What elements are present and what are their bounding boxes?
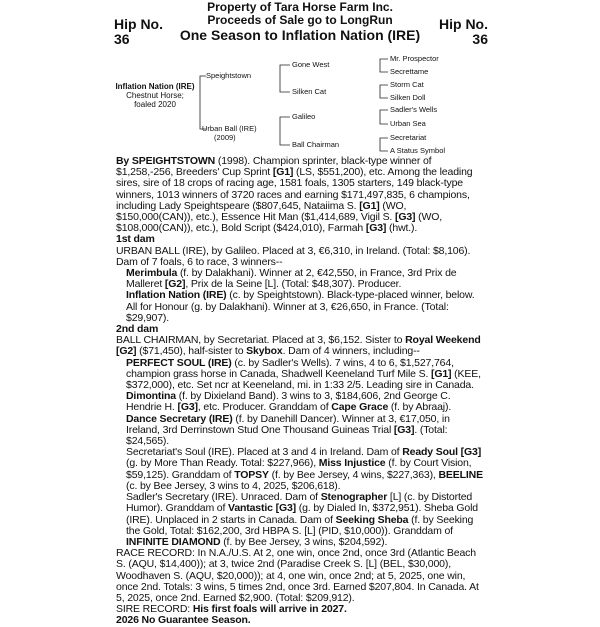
horse-foaled: foaled 2020: [134, 100, 176, 109]
produce-text: (c. by Speightstown). Black-type-placed winner, below. All for Honour (g. by Dalakhani). Winner at 3, €26,650, in France. (Total: $29,907).: [126, 289, 475, 324]
produce-dance-secretary: [116, 414, 486, 448]
grade-badge: [G2]: [164, 278, 186, 291]
produce-text: (f. by Court Vision, $59,125). Granddam of: [126, 457, 472, 481]
horse-ref: Skybox: [246, 345, 283, 358]
horse-ref: Vantastic: [228, 502, 273, 515]
sire-text: (1998). Champion sprinter, black-type winner of $1,258,-256, Breeders' Cup Sprint: [116, 155, 432, 179]
pedigree-dam-year: (2009): [214, 133, 236, 142]
grade-badge: [G3]: [460, 446, 482, 459]
pedigree-gs2: Silken Cat: [292, 87, 327, 96]
produce-text: (g. by Dialed In, $372,951). Sheba Gold (IRE). Unplaced in 2 starts in Canada. Dam of: [126, 502, 478, 526]
first-dam-heading: 1st dam: [116, 233, 155, 246]
produce-text: (f. by Danehill Dancer). Winner at 3, €17,050, in Ireland, 3rd Derrinstown Stud One Thousand Guineas Trial: [126, 412, 450, 436]
hip-label: Hip No.: [114, 16, 163, 32]
produce-text: , Prix de la Seine [L]. (Total: $48,307). Producer.: [185, 278, 402, 291]
produce-name: Dimontina: [126, 390, 176, 403]
pedigree-line: [200, 89, 206, 129]
sire-record-value: His first foals will arrive in 2027.: [192, 603, 347, 616]
horse-ref: Seeking Sheba: [335, 513, 409, 526]
second-dam-heading: 2nd dam: [116, 323, 159, 336]
sire-record: [116, 604, 486, 615]
consignor-block: [160, 1, 440, 43]
pedigree-gs3: Galileo: [292, 112, 316, 121]
pedigree-line: [380, 110, 388, 124]
pedigree-ggs3: Storm Cat: [390, 80, 424, 89]
produce-text: (KEE, $372,000), etc. Set ncr at Keeneland, mi. in 1:33 2/5. Leading sire in Canada.: [126, 367, 481, 392]
produce-merimbula: [116, 268, 486, 290]
horse-ref: Stenographer: [320, 491, 388, 504]
pedigree-ggs4: Silken Doll: [390, 93, 426, 102]
grade-badge: [G2]: [116, 345, 137, 358]
pedigree-gs4: Ball Chairman: [292, 140, 340, 149]
produce-text: (f. by Dixieland Band). 3 wins to 3, $184,606, 2nd George C. Hendrie H.: [126, 390, 451, 414]
pedigree-ggs2: Secrettame: [390, 67, 429, 76]
produce-text: , etc. Producer. Granddam of: [197, 401, 332, 414]
horse-ref: INFINITE DIAMOND: [126, 535, 221, 548]
pedigree-gs1: Gone West: [292, 60, 330, 69]
second-dam-text: ($71,450), half-sister to: [136, 345, 247, 358]
produce-text: (f. by Seeking the Gold, Total: $162,200, 3rd HBPA S. [L] (PID, $10,000)). Granddam of: [126, 513, 474, 537]
horse-ref: Miss Injustice: [318, 457, 386, 470]
produce-text: . (Total: $24,565).: [126, 423, 448, 448]
consignor-line-2: Proceeds of Sale go to LongRun: [207, 13, 393, 27]
produce-text: [L] (c. by Distorted Humor). Granddam of: [126, 491, 473, 515]
sire-record-label: SIRE RECORD:: [116, 603, 193, 616]
produce-text: Secretariat's Soul (IRE). Placed at 3 and 4 in Ireland. Dam of: [126, 446, 403, 459]
sire-paragraph: [116, 156, 486, 234]
produce-dimontina: [116, 391, 486, 413]
produce-text: Sadler's Secretary (IRE). Unraced. Dam of: [126, 491, 321, 504]
produce-text: (f. by Abraaj).: [388, 401, 452, 414]
pedigree-ggs5: Sadler's Wells: [390, 105, 438, 114]
horse-ref: Royal Weekend: [405, 334, 481, 347]
horse-ref: BEELINE: [438, 468, 483, 481]
produce-sadlers-secretary: [116, 492, 486, 548]
hip-label: Hip No.: [439, 16, 488, 32]
header: [0, 0, 600, 50]
grade-badge: [G3]: [394, 211, 416, 224]
first-dam-line: URBAN BALL (IRE), by Galileo. Placed at 3, €6,310, in Ireland. (Total: $8,106). Dam of 7 foals, 6 to race, 3 winners--: [116, 244, 471, 268]
pedigree-ggs7: Secretariat: [390, 133, 427, 142]
pedigree-ggs8: A Status Symbol: [390, 146, 446, 155]
second-dam-line: [116, 335, 486, 357]
produce-perfect-soul: [116, 358, 486, 392]
produce-text: (c. by Sadler's Wells). 7 wins, 4 to 6, $1,527,764, champion grass horse in Canada, Shadwell Keeneland Turf Mile S.: [126, 356, 454, 380]
produce-name: Merimbula: [126, 267, 178, 280]
grade-badge: [G3]: [393, 423, 415, 436]
grade-badge: [G1]: [272, 166, 294, 179]
grade-badge: [G3]: [365, 222, 387, 235]
horse-name: Inflation Nation (IRE): [115, 82, 195, 91]
hip-number-left: [114, 17, 163, 47]
grade-badge: [G3]: [177, 401, 198, 414]
produce-text: (g. by More Than Ready. Total: $227,966),: [126, 457, 319, 470]
produce-secretariats-soul: [116, 447, 486, 492]
horse-summary: [114, 82, 196, 109]
catalog-page-body: [116, 156, 486, 627]
produce-text: (f. by Bee Jersey, 4 wins, $227,363),: [268, 468, 439, 481]
horse-ref: Cape Grace: [331, 401, 389, 414]
second-dam-text: . Dam of 4 winners, including--: [282, 345, 420, 358]
pedigree-ggs6: Urban Sea: [390, 119, 426, 128]
produce-text: (c. by Bee Jersey, 3 wins to 4, 2025, $206,618).: [126, 479, 341, 492]
pedigree-line: [280, 65, 290, 76]
produce-name: PERFECT SOUL (IRE): [126, 356, 232, 369]
grade-badge: [G3]: [275, 502, 296, 515]
sire-text: (WO, $108,000(CAN)), etc.), Bold Script ($424,010), Farmah: [116, 211, 443, 235]
sire-heading: By SPEIGHTSTOWN: [116, 155, 216, 167]
pedigree-ggs1: Mr. Prospector: [390, 54, 439, 63]
produce-name: Dance Secretary (IRE): [126, 412, 233, 425]
produce-name: Inflation Nation (IRE): [126, 289, 227, 302]
no-guarantee: 2026 No Guarantee Season.: [116, 614, 251, 627]
horse-ref: TOPSY: [234, 468, 269, 481]
produce-text: (f. by Bee Jersey, 3 wins, $204,592).: [220, 535, 388, 548]
sire-text: (LS, $551,200), etc. Among the leading sires, sire of 18 crops of racing age, 1581 foals, 1305 starters, 149 black-type winners, 1013 winners of 3720 races and earning $171,497,835, 6 champions, including Lady Speightspeare ($807,645, Nataiima S.: [116, 166, 473, 212]
pedigree-dam: Urban Ball (IRE): [202, 124, 257, 133]
horse-desc: Chestnut Horse;: [126, 91, 184, 100]
hip-number: 36: [114, 31, 130, 47]
hip-number: 36: [472, 31, 488, 47]
pedigree-line: [280, 117, 290, 129]
pedigree-line: [380, 85, 388, 98]
sire-text: (hwt.).: [386, 222, 418, 235]
pedigree-line: [280, 76, 290, 92]
race-record: RACE RECORD: In N.A./U.S. At 2, one win, once 2nd, once 3rd (Atlantic Beach S. (AQU, $14,400)); at 3, twice 2nd (Paradise Creek S. [L] (BEL, $30,000), Woodhaven S. (AQU, $20,000)); at 4, one win, once 2nd; at 5, 2025, one win, once 2nd. Totals: 3 wins, 5 times 2nd, once 3rd. Earned $207,804. In Canada. At 5, 2025, once 2nd. Earned $2,900. (Total: $209,912).: [116, 547, 479, 604]
pedigree-line: [380, 138, 388, 151]
produce-inflation-nation: [116, 290, 486, 324]
hip-number-right: [428, 17, 488, 47]
pedigree-sire: Speightstown: [206, 71, 252, 80]
consignor-line-3: One Season to Inflation Nation (IRE): [179, 27, 421, 43]
pedigree-line: [380, 59, 388, 72]
horse-ref: Ready Soul: [402, 446, 458, 459]
consignor-line-1: Property of Tara Horse Farm Inc.: [207, 0, 393, 14]
pedigree-line: [280, 129, 290, 145]
grade-badge: [G1]: [359, 199, 380, 212]
sire-text: (WO, $150,000(CAN)), etc.), Essence Hit Man ($1,414,689, Vigil S.: [116, 199, 407, 224]
second-dam-text: BALL CHAIRMAN, by Secretariat. Placed at 3, $6,152. Sister to: [116, 334, 406, 347]
grade-badge: [G1]: [431, 367, 452, 380]
produce-text: (f. by Dalakhani). Winner at 2, €42,550, in France, 3rd Prix de Malleret: [126, 267, 457, 291]
